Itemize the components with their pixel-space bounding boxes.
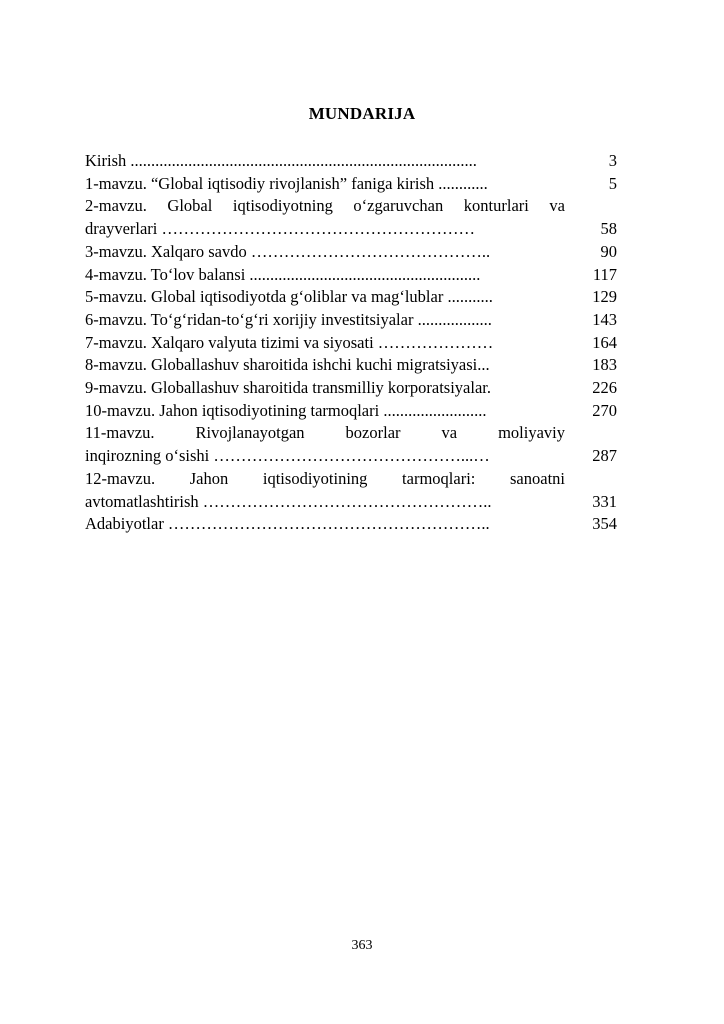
toc-entry-text: 3-mavzu. Xalqaro savdo …………………………………….. xyxy=(85,241,491,261)
toc-entry-text: drayverlari ………………………………………………… xyxy=(85,219,475,239)
toc-entry-text: 11-mavzu. Rivojlanayotgan bozorlar va moliyaviy xyxy=(85,423,565,443)
toc-entry-page: 129 xyxy=(592,287,617,307)
toc-entry-text: Adabiyotlar ………………………………………………….. xyxy=(85,514,490,534)
toc-entry-page: 331 xyxy=(592,491,617,511)
toc-entry-page: 270 xyxy=(592,400,617,420)
page-title: MUNDARIJA xyxy=(308,104,416,123)
toc-entry-page: 183 xyxy=(592,355,617,375)
toc-entry-text: 1-mavzu. “Global iqtisodiy rivojlanish” faniga kirish ............ xyxy=(85,173,488,193)
toc-entry-page: 226 xyxy=(592,378,617,398)
toc-entry xyxy=(85,513,621,536)
toc-entry xyxy=(85,377,621,400)
toc-entry xyxy=(85,264,621,287)
toc-entry-page: 143 xyxy=(592,309,617,329)
toc-entry-page: 287 xyxy=(592,446,617,466)
page-number: 363 xyxy=(351,938,373,953)
table-of-contents xyxy=(85,150,621,536)
toc-entry-text: 7-mavzu. Xalqaro valyuta tizimi va siyosati ………………… xyxy=(85,332,494,352)
toc-entry-text: Kirish .................................................................................... xyxy=(85,151,477,170)
toc-entry-text: 4-mavzu. To‘lov balansi ........................................................ xyxy=(85,264,481,284)
toc-entry-page: 5 xyxy=(608,173,617,193)
toc-entry-text: 5-mavzu. Global iqtisodiyotda g‘oliblar va mag‘lublar ........... xyxy=(85,287,493,307)
toc-entry xyxy=(85,150,621,173)
toc-entry xyxy=(85,332,621,355)
toc-entry-text: 6-mavzu. To‘g‘ridan-to‘g‘ri xorijiy investitsiyalar .................. xyxy=(85,309,492,329)
toc-entry-page: 90 xyxy=(600,241,617,261)
toc-entry-text: 10-mavzu. Jahon iqtisodiyotining tarmoqlari ......................... xyxy=(85,400,487,420)
toc-entry-page: 354 xyxy=(592,514,617,534)
toc-entry-page: 3 xyxy=(608,151,617,170)
toc-entry xyxy=(85,400,621,423)
toc-entry-text: 8-mavzu. Globallashuv sharoitida ishchi kuchi migratsiyasi... xyxy=(85,355,490,375)
toc-entry-continuation xyxy=(85,491,621,514)
toc-entry xyxy=(85,309,621,332)
toc-entry xyxy=(85,354,621,377)
toc-entry-continuation xyxy=(85,218,621,241)
toc-entry xyxy=(85,173,621,196)
toc-entry-text: 9-mavzu. Globallashuv sharoitida transmilliy korporatsiyalar. xyxy=(85,378,491,398)
toc-entry-page: 164 xyxy=(592,332,617,352)
toc-entry xyxy=(85,468,621,491)
toc-entry xyxy=(85,422,621,445)
toc-entry xyxy=(85,286,621,309)
toc-entry-text: 12-mavzu. Jahon iqtisodiyotining tarmoqlari: sanoatni xyxy=(85,468,565,488)
toc-entry xyxy=(85,241,621,264)
toc-entry-text: inqirozning o‘sishi ………………………………………...… xyxy=(85,446,490,466)
toc-entry-text: avtomatlashtirish …………………………………………….. xyxy=(85,491,492,511)
toc-entry-text: 2-mavzu. Global iqtisodiyotning o‘zgaruvchan konturlari va xyxy=(85,196,565,216)
toc-entry-page: 117 xyxy=(592,264,617,284)
toc-entry-continuation xyxy=(85,445,621,468)
toc-entry-page: 58 xyxy=(600,219,617,239)
toc-entry xyxy=(85,195,621,218)
